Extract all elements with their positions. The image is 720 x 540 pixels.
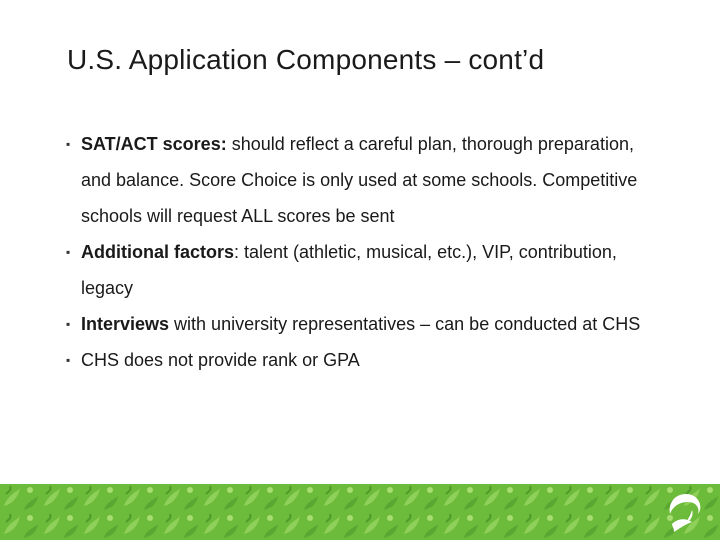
bullet-lead: Additional factors xyxy=(81,242,235,262)
bullet-text: should reflect a careful plan, thorough preparation, and balance. Score Choice is only used at some schools. Competitive schools will request ALL scores be sent xyxy=(81,134,638,226)
bullet-lead: SAT/ACT scores: xyxy=(81,134,227,154)
bullet-text: : talent (athletic, musical, etc.), VIP, contribution, legacy xyxy=(81,242,617,298)
bullet-item xyxy=(66,126,666,234)
square-bullet-icon: ▪ xyxy=(66,353,71,367)
square-bullet-icon: ▪ xyxy=(66,317,71,331)
bullet-text: CHS does not provide rank or GPA xyxy=(81,350,360,370)
square-bullet-icon: ▪ xyxy=(66,245,71,259)
footer-pattern xyxy=(0,484,720,540)
bullet-list xyxy=(66,126,666,378)
bullet-item xyxy=(66,342,666,378)
slide-title: U.S. Application Components – cont’d xyxy=(67,44,545,75)
square-bullet-icon: ▪ xyxy=(66,137,71,151)
bullet-item xyxy=(66,306,666,342)
leaf-swirl-logo-icon xyxy=(662,488,710,536)
bullet-text: with university representatives – can be conducted at CHS xyxy=(169,314,641,334)
bullet-item xyxy=(66,234,666,306)
footer-band xyxy=(0,484,720,540)
bullet-lead: Interviews xyxy=(81,314,170,334)
